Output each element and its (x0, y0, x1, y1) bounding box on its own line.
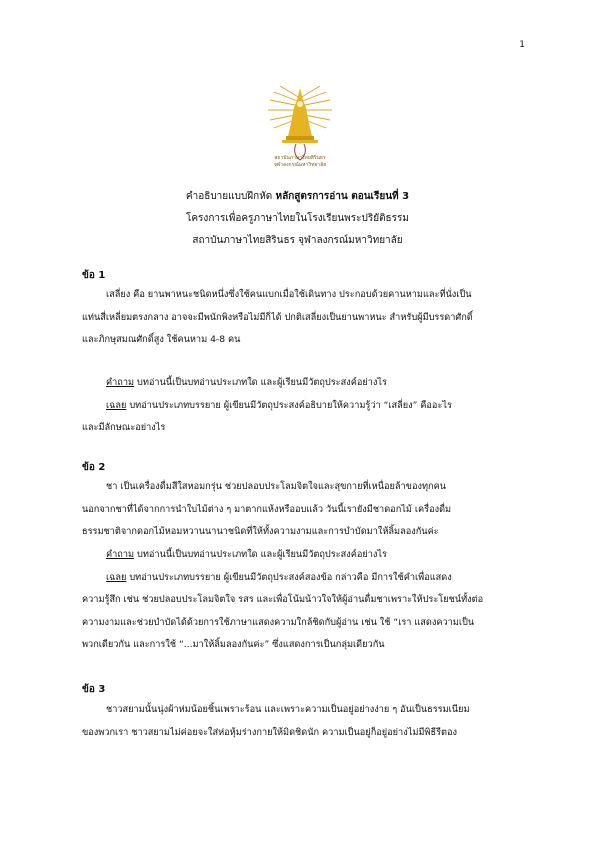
item-2-passage (82, 476, 530, 544)
title-prefix: คำอธิบายแบบฝึกหัด (185, 191, 276, 202)
logo-line-2: จุฬาลงกรณ์มหาวิทยาลัย (273, 162, 327, 168)
answer-text: บทอ่านประเภทบรรยาย ผู้เขียนมีวัตถุประสงค์สองข้อ กล่าวคือ มีการใช้คำเพื่อแสดง (126, 571, 452, 583)
answer-line (82, 395, 530, 418)
item-3-passage (82, 699, 530, 744)
answer-line: พวกเดียวกัน และการใช้ “...มาให้ลิ้มลองกันค่ะ” ซึ่งแสดงการเป็นกลุ่มเดียวกัน (82, 639, 385, 650)
question-line (82, 544, 530, 567)
passage-line: แท่นสี่เหลี่ยมตรงกลาง อาจจะมีพนักพิงหรือไม่มีก็ได้ ปกติเสลี่ยงเป็นยานพาหนะ สำหรับผู้มีบรรดาศักดิ์ (82, 311, 473, 323)
passage-line: นอกจากชาที่ได้จากการนำใบไม้ต่าง ๆ มาตากแห้งหรืออบแล้ว วันนี้เรายังมีชาดอกไม้ เครื่องดื่ม (82, 503, 452, 515)
item-1-passage (82, 284, 530, 352)
question-line (82, 372, 530, 395)
passage-line: ชาวสยามนั้นนุ่งผ้าห่มน้อยชิ้นเพราะร้อน และเพราะความเป็นอยู่อย่างง่าย ๆ อันเป็นธรรมเนียม (106, 704, 470, 715)
answer-line: ความงามและช่วยบำบัดได้ด้วยการใช้ภาษาแสดงความใกล้ชิดกับผู้อ่าน เช่น ใช้ “เรา แสดงความเป็น (82, 616, 475, 628)
question-text: บทอ่านนี้เป็นบทอ่านประเภทใด และผู้เรียนมีวัตถุประสงค์อย่างไร (134, 377, 387, 388)
institute-logo (262, 84, 338, 172)
institute-line: สถาบันภาษาไทยสิรินธร จุฬาลงกรณ์มหาวิทยาลัย (192, 235, 403, 246)
passage-line: เสลี่ยง คือ ยานพาหนะชนิดหนึ่งซึ่งใช้คนแบกเมื่อใช้เดินทาง ประกอบด้วยคานหามและที่นั่งเป็น (106, 289, 472, 300)
project-line: โครงการเพื่อครูภาษาไทยในโรงเรียนพระปริยัติธรรม (186, 213, 409, 224)
logo-line-1: สถาบันภาษาไทยสิรินธร (274, 155, 326, 161)
page-number: 1 (519, 40, 525, 50)
passage-line: ธรรมชาติจากดอกไม้หอมหวานนานาชนิดที่ให้ทั้งความงามและการบำบัดมาให้ลิ้มลองกันค่ะ (82, 526, 439, 537)
answer-line (82, 567, 530, 590)
answer-line: ความรู้สึก เช่น ช่วยปลอบประโลมจิตใจ รสร และเพื่อโน้มน้าวใจให้ผู้อ่านดื่มชาเพราะให้ประโยชน์ทั้งต่อ (82, 594, 484, 605)
answer-label: เฉลย (106, 399, 127, 411)
passage-line: ของพวกเรา ชาวสยามไม่ค่อยจะใส่ห่อหุ้มร่างกายให้มิดชิดนัก ความเป็นอยู่ก็อยู่อย่างไม่มีพิธีรีตอง (82, 726, 458, 738)
item-2-heading: ข้อ 2 (82, 462, 106, 473)
question-label: คำถาม (106, 377, 135, 388)
answer-label: เฉลย (106, 571, 127, 583)
passage-line: และภิกษุสมณศักดิ์สูง ใช้คนหาม 4-8 คน (82, 334, 241, 345)
item-3-heading: ข้อ 3 (82, 684, 106, 695)
answer-text: บทอ่านประเภทบรรยาย ผู้เขียนมีวัตถุประสงค์อธิบายให้ความรู้ว่า “เสลี่ยง” คืออะไร (126, 399, 452, 411)
document-title (0, 190, 595, 204)
answer-line: และมีลักษณะอย่างไร (82, 422, 166, 433)
passage-line: ชา เป็นเครื่องดื่มสีใสหอมกรุ่น ช่วยปลอบประโลมจิตใจและสุขกายที่เหนื่อยล้าของทุกคน (106, 481, 447, 492)
title-bold: หลักสูตรการอ่าน ตอนเรียนที่ 3 (275, 191, 410, 202)
emblem-icon (262, 84, 338, 172)
item-2-qa (82, 544, 530, 657)
question-text: บทอ่านนี้เป็นบทอ่านประเภทใด และผู้เรียนมีวัตถุประสงค์อย่างไร (134, 549, 387, 560)
item-1-qa (82, 372, 530, 440)
item-1-heading: ข้อ 1 (82, 270, 106, 281)
question-label: คำถาม (106, 549, 135, 560)
